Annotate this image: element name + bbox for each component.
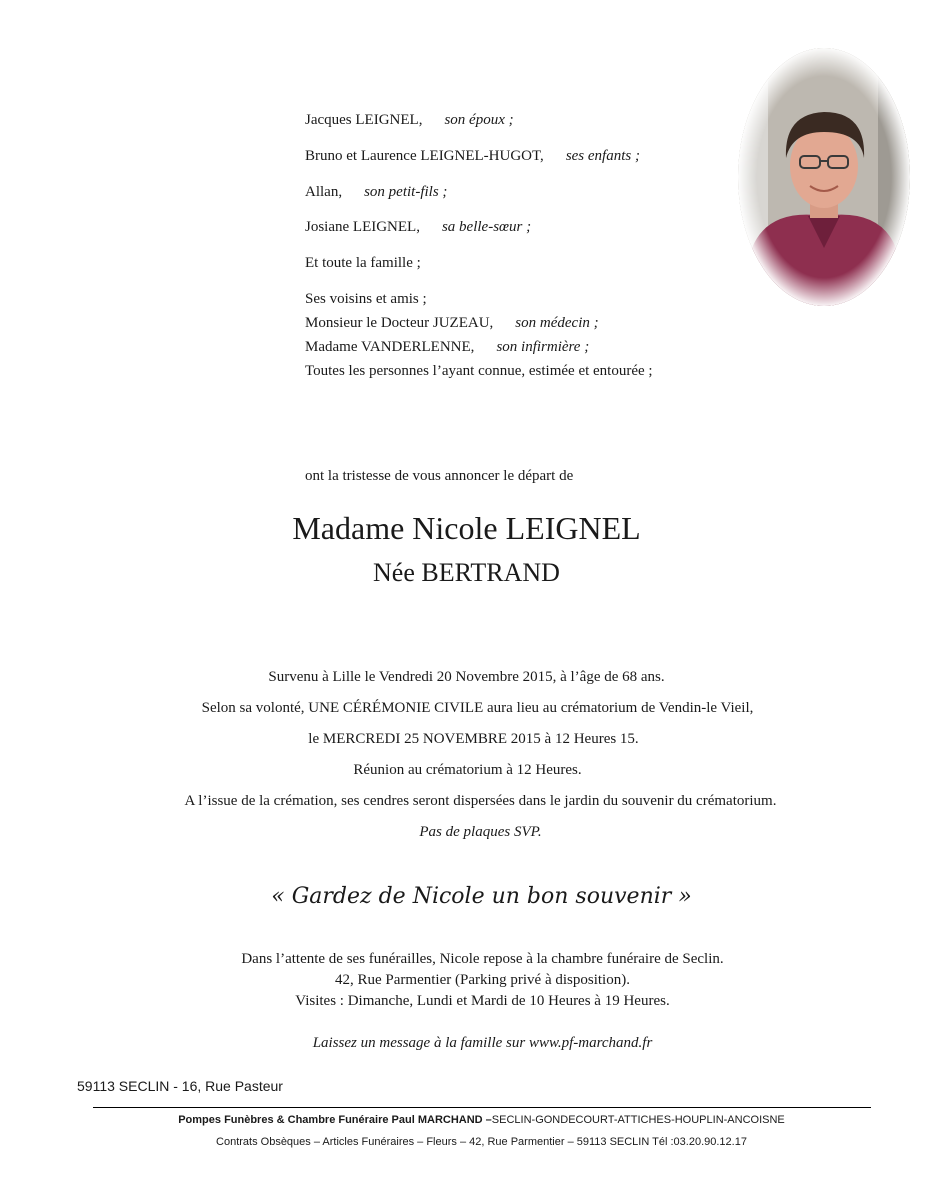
detail-line-3: le MERCREDI 25 NOVEMBRE 2015 à 12 Heures 15. xyxy=(308,731,639,747)
visits-line-2: 42, Rue Parmentier (Parking privé à disposition). xyxy=(335,972,630,988)
detail-line-4: Réunion au crématorium à 12 Heures. xyxy=(353,762,582,778)
family-name: Et toute la famille ; xyxy=(305,255,421,271)
portrait-photo xyxy=(738,48,910,306)
announcement-text: ont la tristesse de vous annoncer le départ de xyxy=(305,468,574,484)
family-name: Monsieur le Docteur JUZEAU, xyxy=(305,315,494,331)
family-relation: son infirmière ; xyxy=(496,339,590,355)
footer-divider xyxy=(93,1107,871,1108)
footer-services: Contrats Obsèques – Articles Funéraires – Fleurs – 42, Rue Parmentier – 59113 SECLIN Tél :03.20.90.12.17 xyxy=(216,1136,747,1148)
family-name: Bruno et Laurence LEIGNEL-HUGOT, xyxy=(305,148,544,164)
family-relation: son médecin ; xyxy=(515,315,599,331)
family-line-6 xyxy=(305,290,427,308)
family-line-8 xyxy=(305,338,589,356)
family-relation: sa belle-sœur ; xyxy=(441,219,532,235)
family-name: Josiane LEIGNEL, xyxy=(305,219,420,235)
deceased-name: Madame Nicole LEIGNEL xyxy=(292,510,641,546)
family-relation: son époux ; xyxy=(444,112,514,128)
message-link-text: Laissez un message à la famille sur www.pf-marchand.fr xyxy=(312,1035,653,1051)
family-name: Toutes les personnes l’ayant connue, estimée et entourée ; xyxy=(305,363,653,379)
no-plaques-note: Pas de plaques SVP. xyxy=(419,824,542,840)
footer-address: 59113 SECLIN - 16, Rue Pasteur xyxy=(77,1078,283,1094)
detail-line-5: A l’issue de la crémation, ses cendres seront dispersées dans le jardin du souvenir du crématorium. xyxy=(184,793,777,809)
visits-line-3: Visites : Dimanche, Lundi et Mardi de 10 Heures à 19 Heures. xyxy=(295,993,670,1009)
detail-line-2: Selon sa volonté, UNE CÉRÉMONIE CIVILE aura lieu au crématorium de Vendin-le Vieil, xyxy=(201,700,754,716)
family-line-5 xyxy=(305,254,421,272)
family-name: Madame VANDERLENNE, xyxy=(305,339,475,355)
family-line-4 xyxy=(305,218,531,236)
maiden-name: Née BERTRAND xyxy=(373,558,560,587)
family-name: Allan, xyxy=(305,184,343,200)
family-line-2 xyxy=(305,147,640,165)
footer-company xyxy=(8,1114,947,1126)
memorial-quote: « Gardez de Nicole un bon souvenir » xyxy=(271,884,692,909)
family-relation: ses enfants ; xyxy=(565,148,640,164)
family-name: Jacques LEIGNEL, xyxy=(305,112,423,128)
footer-company-name: Pompes Funèbres & Chambre Funéraire Paul MARCHAND – xyxy=(178,1114,492,1126)
visits-line-1: Dans l’attente de ses funérailles, Nicole repose à la chambre funéraire de Seclin. xyxy=(241,951,724,967)
footer-company-towns: SECLIN-GONDECOURT-ATTICHES-HOUPLIN-ANCOISNE xyxy=(491,1114,785,1126)
family-relation: son petit-fils ; xyxy=(364,184,448,200)
family-line-1 xyxy=(305,111,514,129)
detail-line-1: Survenu à Lille le Vendredi 20 Novembre 2015, à l’âge de 68 ans. xyxy=(268,669,665,685)
family-name: Ses voisins et amis ; xyxy=(305,291,427,307)
family-line-9 xyxy=(305,362,653,380)
family-line-3 xyxy=(305,183,447,201)
family-line-7 xyxy=(305,314,599,332)
